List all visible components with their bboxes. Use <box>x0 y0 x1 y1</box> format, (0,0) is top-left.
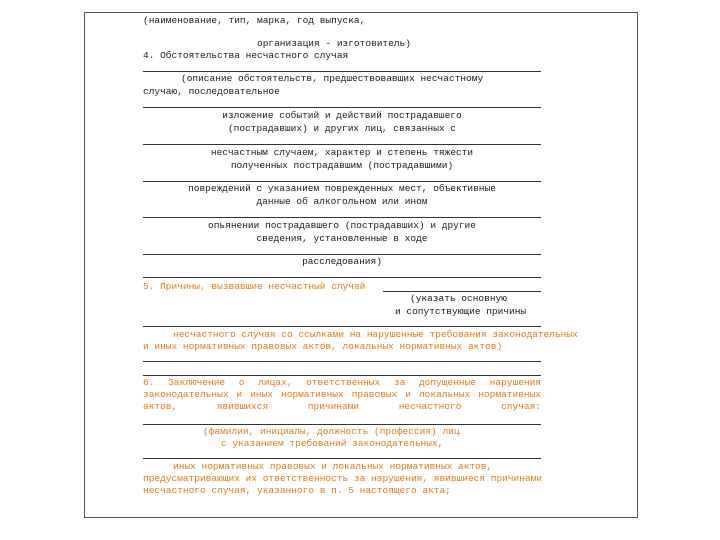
fill-line <box>143 181 541 182</box>
caption-investigation: расследования) <box>302 256 382 267</box>
fill-line <box>143 71 541 72</box>
fill-line <box>143 254 541 255</box>
caption-severity: несчастным случаем, характер и степень тяжести <box>210 147 474 158</box>
caption-circumstances: (описание обстоятельств, предшествовавших несчастному <box>181 73 484 84</box>
fill-line <box>143 107 541 108</box>
section-6-paragraph: 6. Заключение о лицах, ответственных за допущенные нарушения законодательных и иных нормативных правовых и локальных нормативных актов, явившихся причинами несчастного случая: <box>143 377 541 412</box>
caption-legal-acts: и иных нормативных правовых актов, локальных нормативных актов) <box>143 341 503 352</box>
caption-established: сведения, установленные в ходе <box>256 233 428 244</box>
fill-line <box>143 144 541 145</box>
fill-line <box>143 277 541 278</box>
caption-injured: полученных пострадавшим (пострадавшими) <box>230 160 454 171</box>
caption-sequence: случаю, последовательное <box>143 86 280 97</box>
caption-responsible-persons: (фамилии, инициалы, должность (профессия) лиц <box>203 426 460 437</box>
fill-line <box>143 361 541 362</box>
caption-equipment: (наименование, тип, марка, год выпуска, <box>143 15 366 26</box>
caption-injuries: повреждений с указанием поврежденных мест, объективные <box>188 183 496 194</box>
fill-line <box>143 375 541 376</box>
caption-intoxication: опьянении пострадавшего (пострадавших) и другие <box>208 220 476 231</box>
section-5-heading: 5. Причины, вызвавшие несчастный случай <box>143 281 366 292</box>
fill-line <box>143 458 541 459</box>
fill-line <box>143 424 541 425</box>
section-4-heading: 4. Обстоятельства несчастного случая <box>143 50 349 61</box>
caption-main-cause: (указать основную <box>410 293 507 304</box>
caption-alcohol: данные об алкогольном или ином <box>256 196 428 207</box>
caption-liability: предусматривающих их ответственность за нарушения, явившиеся причинами <box>143 473 543 484</box>
fill-line <box>143 326 541 327</box>
caption-violations: несчастного случая со ссылками на нарушенные требования законодательных <box>173 329 578 340</box>
caption-normative-acts: иных нормативных правовых и локальных нормативных актов, <box>173 461 493 472</box>
caption-other-persons: (пострадавших) и других лиц, связанных с <box>227 123 457 134</box>
caption-events: изложение событий и действий пострадавшего <box>222 110 462 121</box>
caption-manufacturer: организация - изготовитель) <box>257 38 411 49</box>
fill-line <box>143 217 541 218</box>
caption-contributing-causes: и сопутствующие причины <box>395 306 527 317</box>
fill-line <box>383 291 541 292</box>
caption-reference-p5: несчастного случая, указанного в п. 5 настоящего акта; <box>143 485 451 496</box>
caption-legal-requirements: с указанием требований законодательных, <box>221 438 444 449</box>
